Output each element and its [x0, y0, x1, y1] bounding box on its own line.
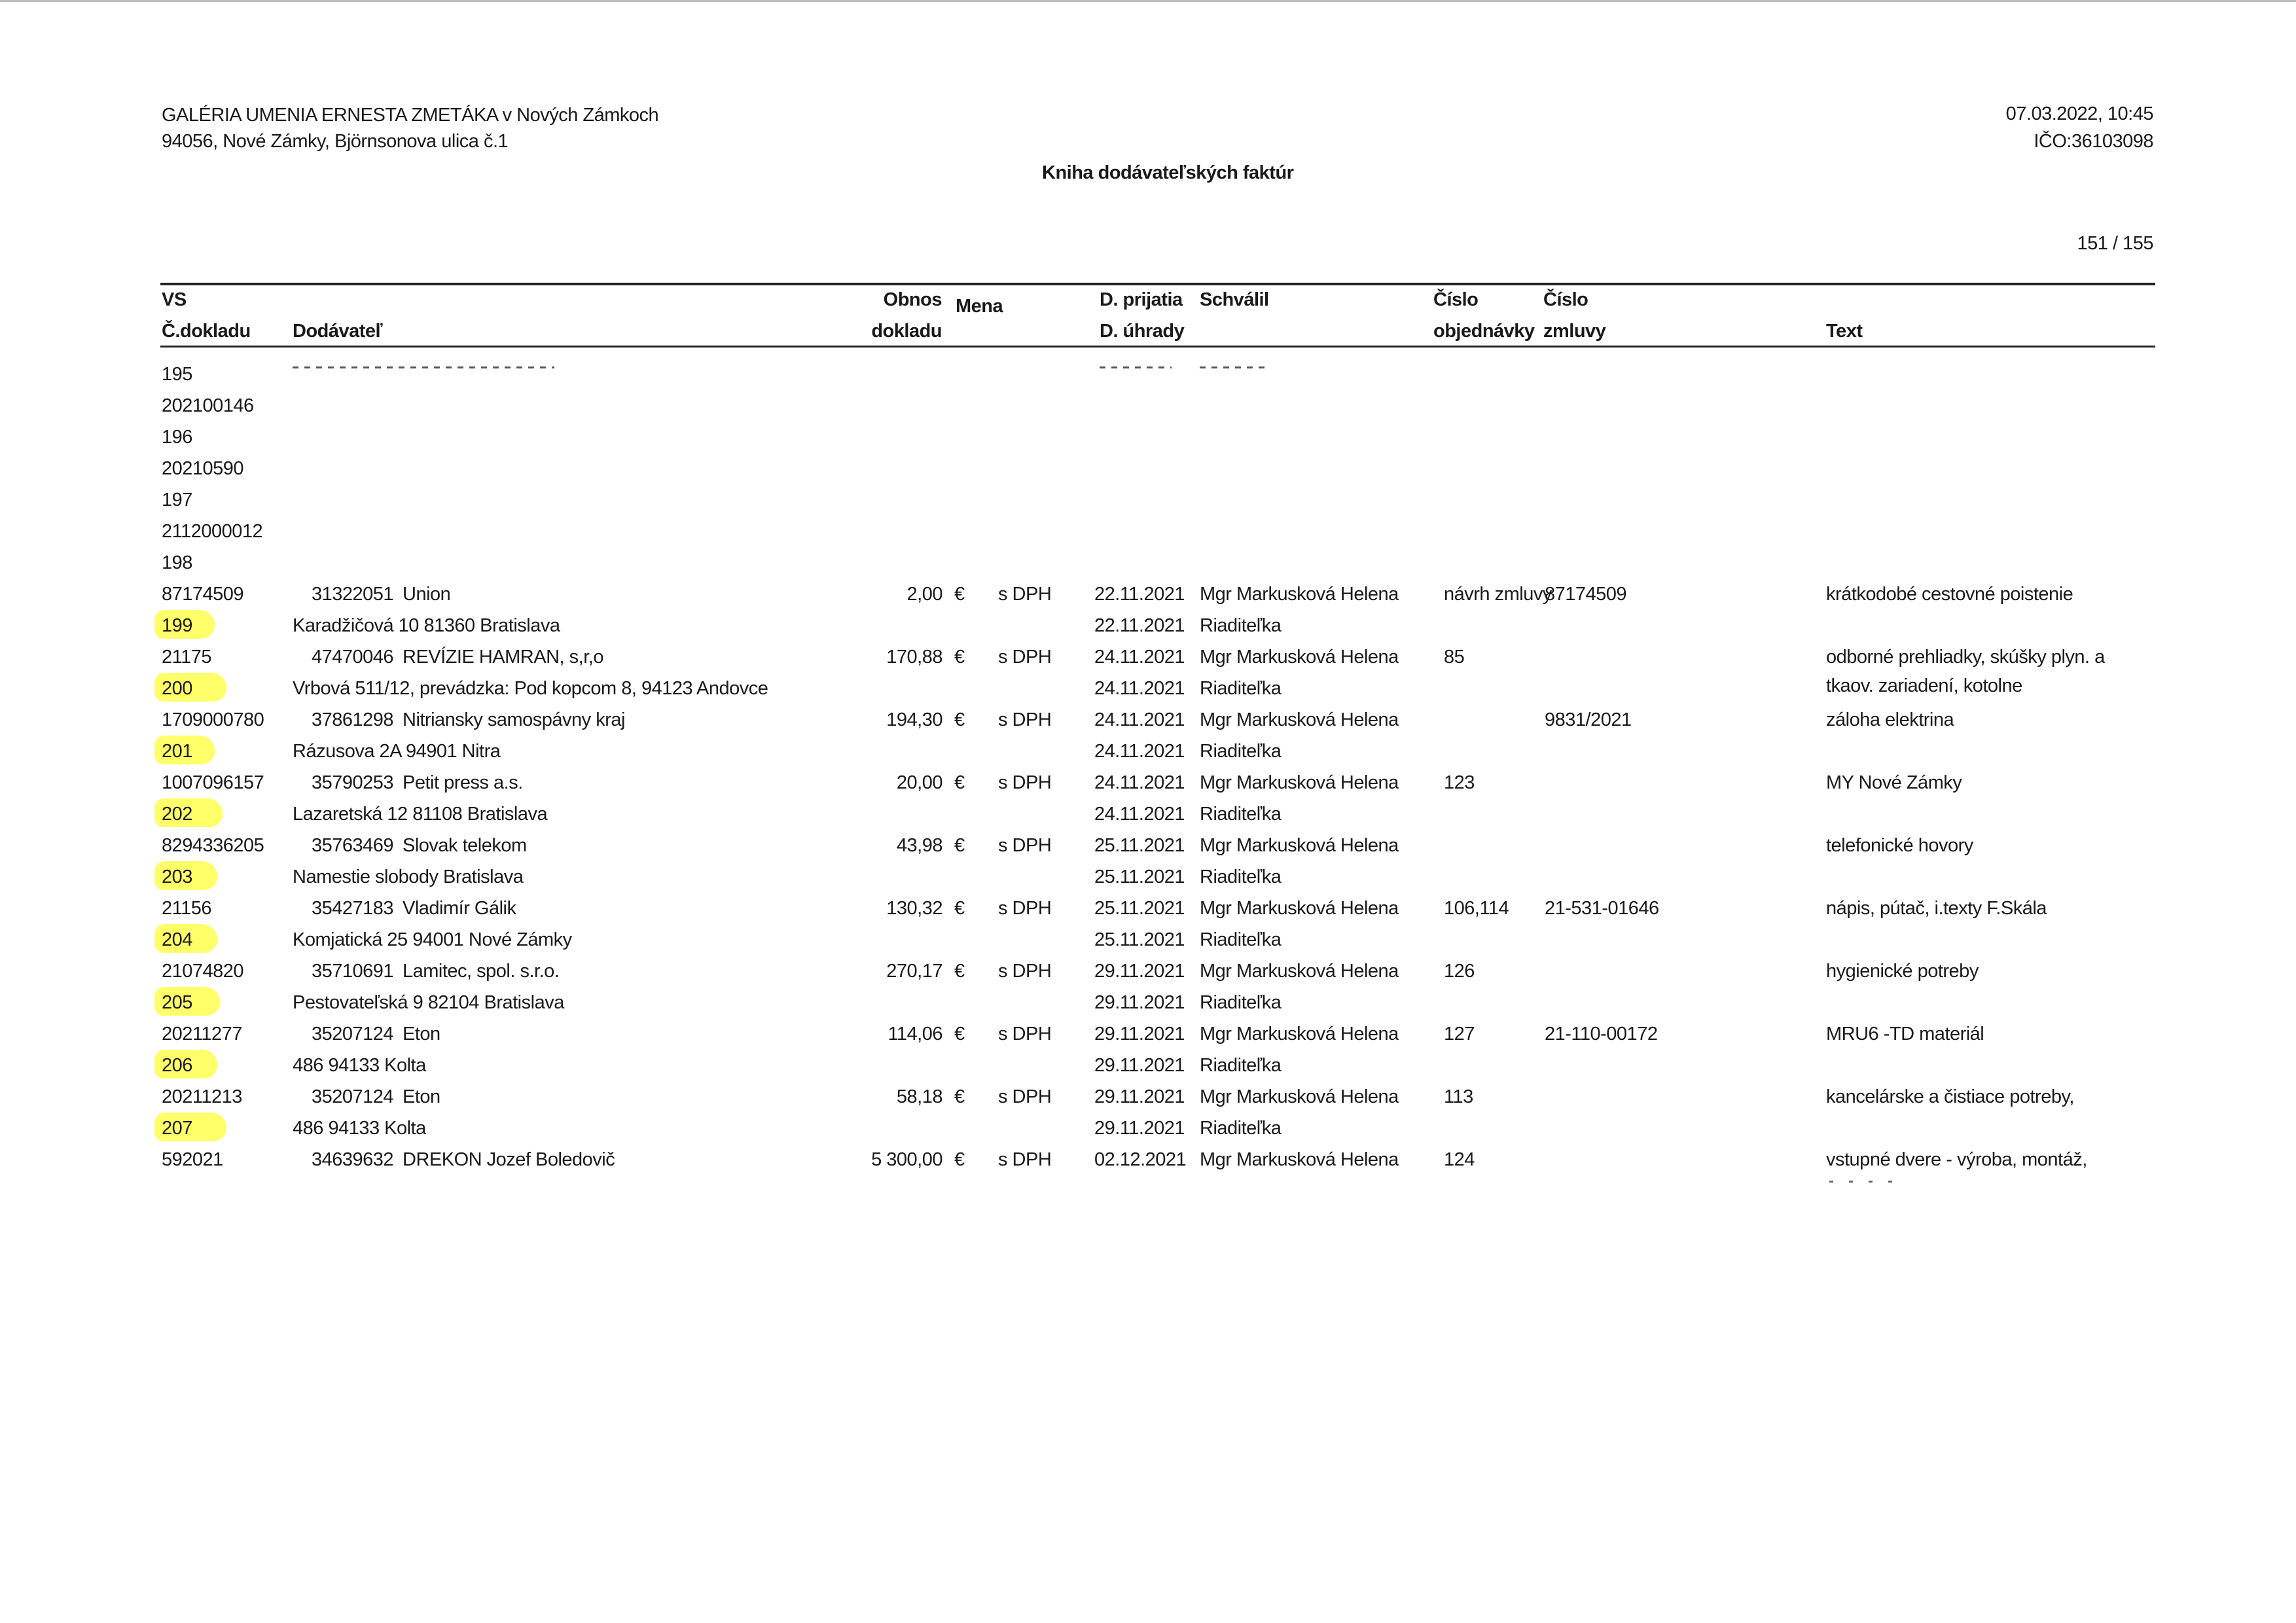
supplier-address: Vrbová 511/12, prevádzka: Pod kopcom 8, 94123 Andovce [293, 678, 768, 699]
approver-role: Riaditeľka [1200, 678, 1282, 699]
item-text: MY Nové Zámky [1826, 772, 1962, 793]
supplier-name: Union [403, 584, 451, 605]
item-text: krátkodobé cestovné poistenie [1826, 584, 2073, 605]
supplier-address: Pestovateľská 9 82104 Bratislava [293, 992, 564, 1013]
col-currency: Mena [956, 296, 1003, 317]
cutoff-text-fragment [1829, 1181, 1901, 1183]
col-order-1: Číslo [1433, 289, 1479, 310]
organization-ico: IČO:36103098 [2034, 131, 2153, 152]
vs-number: 20211213 [162, 1086, 242, 1107]
doc-number: 203 [162, 866, 192, 887]
supplier-address: Lazaretská 12 81108 Bratislava [293, 804, 548, 825]
doc-number: 200 [162, 678, 192, 699]
vat-flag: s DPH [998, 835, 1052, 856]
approver-role: Riaditeľka [1200, 615, 1282, 636]
approver-role: Riaditeľka [1200, 866, 1282, 887]
currency: € [954, 709, 965, 730]
date-due: 29.11.2021 [1094, 992, 1185, 1013]
vs-number: 8294336205 [162, 835, 264, 856]
organization-address: 94056, Nové Zámky, Björnsonova ulica č.1 [162, 131, 509, 152]
col-order-2: objednávky [1433, 321, 1535, 342]
order-number: návrh zmluvy [1444, 584, 1552, 605]
vat-flag: s DPH [998, 1149, 1052, 1170]
supplier-address: Komjatická 25 94001 Nové Zámky [293, 929, 572, 950]
date-due: 25.11.2021 [1094, 866, 1185, 887]
order-number: 113 [1444, 1086, 1473, 1107]
doc-number: 199 [162, 615, 192, 636]
contract-number: 21-110-00172 [1545, 1024, 1658, 1044]
supplier-ico: 31322051 [312, 584, 394, 605]
supplier-name: DREKON Jozef Boledovič [403, 1149, 615, 1170]
order-number: 124 [1444, 1149, 1475, 1170]
currency: € [954, 1149, 965, 1170]
list-item: 198 [162, 552, 192, 573]
currency: € [954, 898, 965, 919]
item-text: odborné prehliadky, skúšky plyn. a [1826, 647, 2105, 668]
supplier-ico: 37861298 [312, 709, 394, 730]
approver-role: Riaditeľka [1200, 1055, 1282, 1076]
print-datetime: 07.03.2022, 10:45 [2005, 103, 2153, 124]
supplier-ico: 35710691 [312, 961, 394, 982]
item-text: nápis, pútač, i.texty F.Skála [1826, 898, 2047, 919]
date-due: 29.11.2021 [1094, 1118, 1185, 1139]
col-vs: VS [162, 289, 187, 310]
approver: Mgr Markusková Helena [1200, 1149, 1399, 1170]
list-item: 195 [162, 364, 192, 385]
doc-number: 206 [162, 1055, 192, 1076]
doc-number: 201 [162, 741, 192, 762]
date-received: 02.12.2021 [1094, 1149, 1187, 1170]
supplier-address: 486 94133 Kolta [293, 1118, 426, 1139]
date-received: 29.11.2021 [1094, 1086, 1185, 1107]
approver-role: Riaditeľka [1200, 1118, 1282, 1139]
vs-number: 20211277 [162, 1024, 242, 1044]
list-item: 2112000012 [162, 521, 263, 542]
vat-flag: s DPH [998, 1086, 1052, 1107]
date-due: 22.11.2021 [1094, 615, 1185, 636]
supplier-name: Petit press a.s. [403, 772, 523, 793]
supplier-ico: 35763469 [312, 835, 394, 856]
approver: Mgr Markusková Helena [1200, 584, 1399, 605]
order-number: 123 [1444, 772, 1475, 793]
doc-number: 204 [162, 929, 192, 950]
approver: Mgr Markusková Helena [1200, 772, 1399, 793]
amount: 2,00 [906, 584, 942, 605]
organization-name: GALÉRIA UMENIA ERNESTA ZMETÁKA v Nových Zámkoch [162, 105, 659, 126]
vat-flag: s DPH [998, 772, 1052, 793]
document-title: Kniha dodávateľských faktúr [1042, 162, 1294, 183]
supplier-ico: 47470046 [312, 647, 394, 668]
vs-number: 21156 [162, 898, 211, 919]
vat-flag: s DPH [998, 898, 1052, 919]
approver: Mgr Markusková Helena [1200, 898, 1399, 919]
date-received: 22.11.2021 [1094, 584, 1185, 605]
contract-number: 87174509 [1545, 584, 1627, 605]
amount: 20,00 [896, 772, 942, 793]
amount: 170,88 [886, 647, 942, 668]
scan-edge-line [0, 0, 2296, 2]
approver: Mgr Markusková Helena [1200, 647, 1399, 668]
currency: € [954, 1086, 965, 1107]
supplier-address: Namestie slobody Bratislava [293, 866, 524, 887]
list-item: 20210590 [162, 458, 244, 479]
vs-number: 21175 [162, 647, 211, 668]
supplier-name: Eton [403, 1086, 440, 1107]
col-contract-1: Číslo [1543, 289, 1588, 310]
currency: € [954, 772, 965, 793]
vat-flag: s DPH [998, 647, 1052, 668]
approver: Mgr Markusková Helena [1200, 961, 1399, 982]
supplier-ico: 35427183 [312, 898, 394, 919]
date-received: 29.11.2021 [1094, 1024, 1185, 1044]
col-supplier: Dodávateľ [293, 321, 383, 342]
list-item: 202100146 [162, 395, 254, 416]
amount: 43,98 [896, 835, 942, 856]
list-item: 196 [162, 427, 192, 448]
currency: € [954, 961, 965, 982]
vs-number: 1007096157 [162, 772, 264, 793]
vs-number: 1709000780 [162, 709, 264, 730]
approver-role: Riaditeľka [1200, 992, 1282, 1013]
supplier-name: Nitriansky samospávny kraj [403, 709, 625, 730]
col-amount-1: Obnos [883, 289, 942, 310]
supplier-ico: 35790253 [312, 772, 394, 793]
col-received: D. prijatia [1100, 289, 1183, 310]
approver: Mgr Markusková Helena [1200, 1086, 1399, 1107]
amount: 58,18 [896, 1086, 942, 1107]
supplier-ico: 35207124 [312, 1024, 394, 1044]
item-text: telefonické hovory [1826, 835, 1973, 856]
date-due: 24.11.2021 [1094, 741, 1185, 762]
order-number: 106,114 [1444, 898, 1509, 919]
vat-flag: s DPH [998, 709, 1052, 730]
item-text: vstupné dvere - výroba, montáž, [1826, 1149, 2087, 1170]
date-received: 24.11.2021 [1094, 709, 1185, 730]
item-text-continued: tkaov. zariadení, kotolne [1826, 675, 2022, 696]
supplier-address: 486 94133 Kolta [293, 1055, 426, 1076]
order-number: 126 [1444, 961, 1475, 982]
list-item: 197 [162, 490, 192, 510]
col-approved: Schválil [1200, 289, 1269, 310]
approver: Mgr Markusková Helena [1200, 1024, 1399, 1044]
col-contract-2: zmluvy [1543, 321, 1606, 342]
doc-number: 205 [162, 992, 192, 1013]
amount: 270,17 [886, 961, 942, 982]
approver-role: Riaditeľka [1200, 929, 1282, 950]
page-number: 151 / 155 [2077, 233, 2153, 254]
supplier-name: Lamitec, spol. s.r.o. [403, 961, 560, 982]
supplier-name: Vladimír Gálik [403, 898, 516, 919]
approver-role: Riaditeľka [1200, 741, 1282, 762]
doc-number: 202 [162, 804, 192, 825]
supplier-address: Karadžičová 10 81360 Bratislava [293, 615, 560, 636]
vat-flag: s DPH [998, 1024, 1052, 1044]
item-text: záloha elektrina [1826, 709, 1954, 730]
date-due: 24.11.2021 [1094, 804, 1185, 825]
vat-flag: s DPH [998, 584, 1052, 605]
date-received: 25.11.2021 [1094, 898, 1185, 919]
vs-number: 87174509 [162, 584, 244, 605]
currency: € [954, 584, 965, 605]
col-doc-no: Č.dokladu [162, 321, 251, 342]
date-received: 29.11.2021 [1094, 961, 1185, 982]
currency: € [954, 1024, 965, 1044]
item-text: kancelárske a čistiace potreby, [1826, 1086, 2074, 1107]
vs-number: 592021 [162, 1149, 223, 1170]
currency: € [954, 835, 965, 856]
header-top-rule [160, 283, 2155, 285]
date-received: 25.11.2021 [1094, 835, 1185, 856]
vs-number: 21074820 [162, 961, 244, 982]
date-due: 29.11.2021 [1094, 1055, 1185, 1076]
item-text: hygienické potreby [1826, 961, 1979, 982]
supplier-name: Slovak telekom [403, 835, 527, 856]
col-text: Text [1826, 321, 1863, 342]
date-received: 24.11.2021 [1094, 772, 1185, 793]
amount: 114,06 [888, 1024, 942, 1044]
date-due: 24.11.2021 [1094, 678, 1185, 699]
amount: 130,32 [886, 898, 942, 919]
supplier-name: REVÍZIE HAMRAN, s,r,o [403, 647, 603, 668]
order-number: 85 [1444, 647, 1465, 668]
supplier-ico: 35207124 [312, 1086, 394, 1107]
amount: 5 300,00 [871, 1149, 942, 1170]
contract-number: 9831/2021 [1545, 709, 1632, 730]
contract-number: 21-531-01646 [1545, 898, 1659, 919]
approver: Mgr Markusková Helena [1200, 835, 1399, 856]
date-due: 25.11.2021 [1094, 929, 1185, 950]
supplier-address: Rázusova 2A 94901 Nitra [293, 741, 501, 762]
amount: 194,30 [886, 709, 942, 730]
order-number: 127 [1444, 1024, 1475, 1044]
approver-role: Riaditeľka [1200, 804, 1282, 825]
supplier-name: Eton [403, 1024, 440, 1044]
currency: € [954, 647, 965, 668]
vat-flag: s DPH [998, 961, 1052, 982]
approver: Mgr Markusková Helena [1200, 709, 1399, 730]
col-due: D. úhrady [1100, 321, 1185, 342]
col-amount-2: dokladu [871, 321, 942, 342]
supplier-ico: 34639632 [312, 1149, 394, 1170]
doc-number: 207 [162, 1118, 192, 1139]
item-text: MRU6 -TD materiál [1826, 1024, 1984, 1044]
date-received: 24.11.2021 [1094, 647, 1185, 668]
header-bottom-rule [160, 346, 2155, 348]
